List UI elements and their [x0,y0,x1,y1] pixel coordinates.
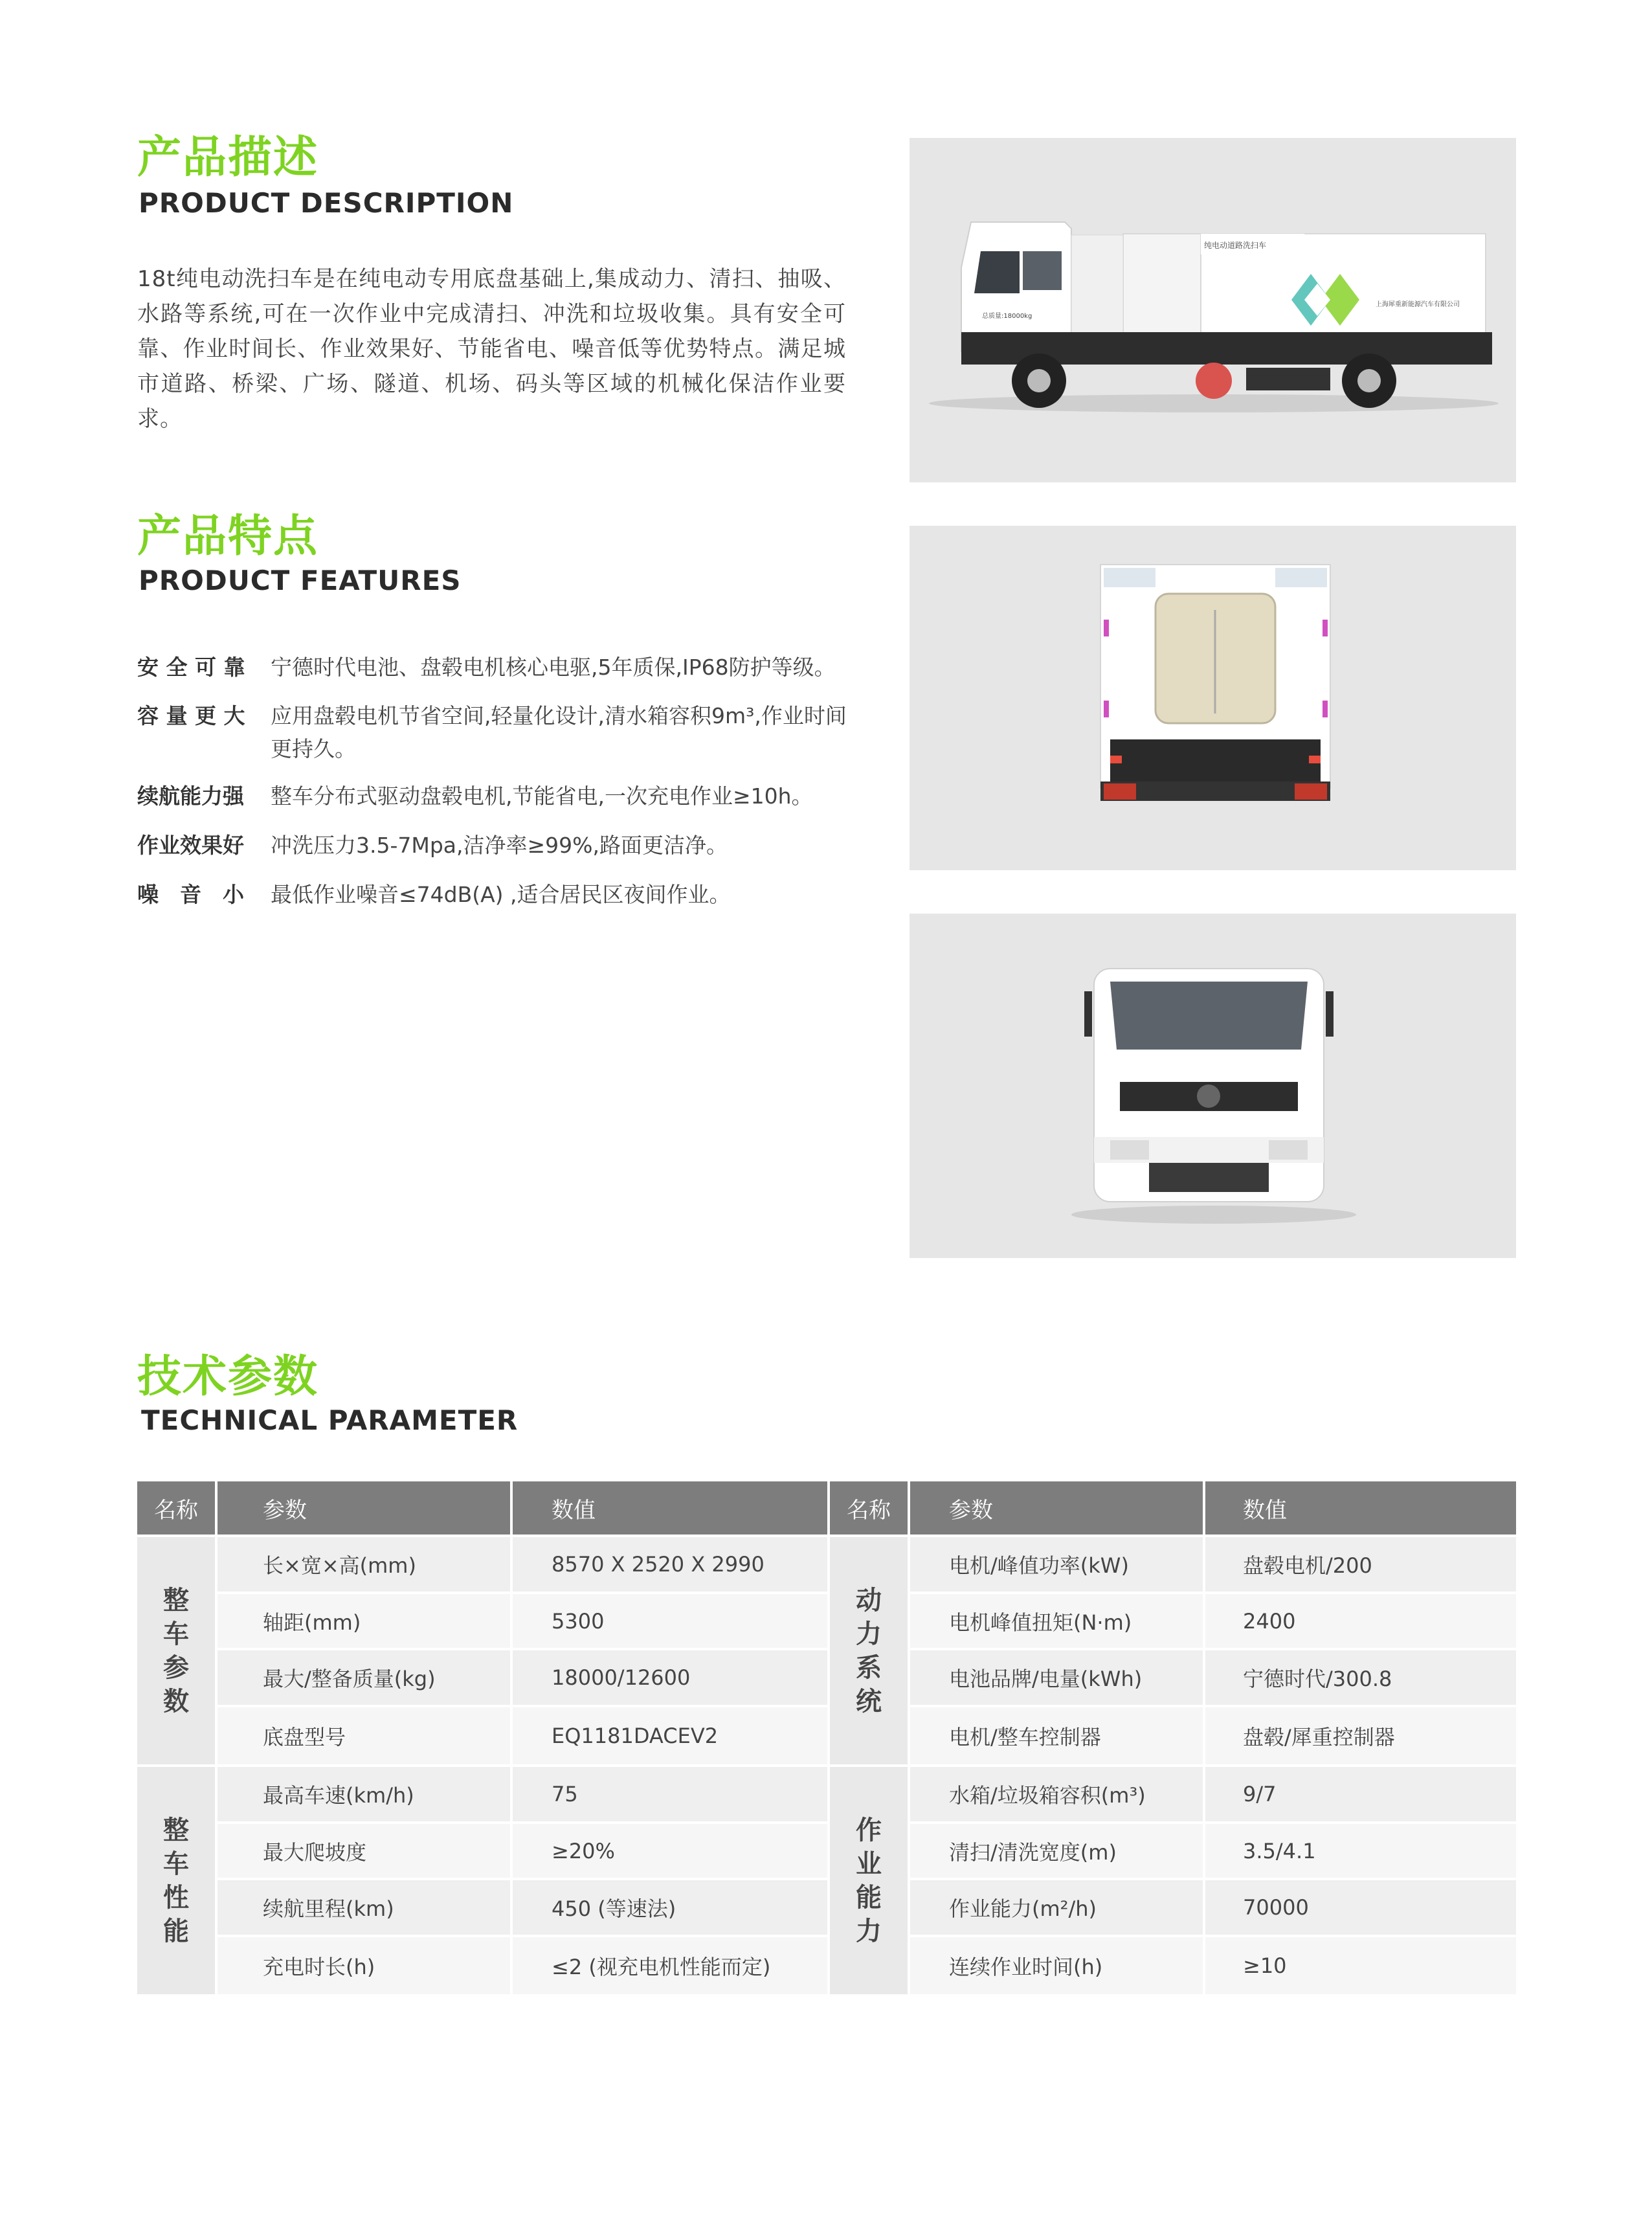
feature-text: 应用盘毂电机节省空间,轻量化设计,清水箱容积9m³,作业时间更持久。 [271,703,847,761]
feature-label: 安 全 可 靠 [137,655,245,680]
table-cell-param: 底盘型号 [218,1707,510,1764]
table-cell-param: 电机/整车控制器 [910,1707,1203,1764]
group-power-system: 动力系统 [830,1537,908,1764]
table-cell-value: ≤2 (视充电机性能而定) [513,1937,827,1994]
table-cell-value: 盘毂电机/200 [1205,1537,1516,1591]
table-cell-value: 75 [513,1767,827,1821]
table-cell-value: EQ1181DACEV2 [513,1707,827,1764]
technical-table [137,1481,1516,1994]
table-cell-param: 清扫/清洗宽度(m) [910,1824,1203,1878]
table-cell-param: 轴距(mm) [218,1594,510,1648]
table-cell-param: 电机峰值扭矩(N·m) [910,1594,1203,1648]
table-cell-param: 电池品牌/电量(kWh) [910,1650,1203,1705]
feature-label: 容 量 更 大 [137,703,245,728]
header-param: 参数 [910,1481,1203,1535]
group-vehicle-performance: 整车性能 [137,1767,215,1994]
feature-label: 噪 音 小 [137,882,244,907]
table-cell-value: 2400 [1205,1594,1516,1648]
table-cell-value: ≥20% [513,1824,827,1878]
truck-front-illustration [910,914,1516,1258]
feature-text: 冲洗压力3.5-7Mpa,洁净率≥99%,路面更洁净。 [271,833,728,858]
truck-side-company: 上海犀重新能源汽车有限公司 [1376,301,1460,308]
truck-rear-photo [910,526,1516,870]
table-cell-param: 最大爬坡度 [218,1824,510,1878]
table-cell-param: 充电时长(h) [218,1937,510,1994]
table-cell-param: 最大/整备质量(kg) [218,1650,510,1705]
header-param: 参数 [218,1481,510,1535]
table-cell-value: 5300 [513,1594,827,1648]
table-cell-value: 450 (等速法) [513,1880,827,1935]
table-cell-value: 18000/12600 [513,1650,827,1705]
table-cell-value: 宁德时代/300.8 [1205,1650,1516,1705]
header-name: 名称 [830,1481,908,1535]
technical-title-en: TECHNICAL PARAMETER [141,1404,519,1436]
truck-side-illustration [910,138,1516,482]
truck-side-weight: 总质量:18000kg [982,313,1032,320]
header-value: 数值 [1205,1481,1516,1535]
features-title-en: PRODUCT FEATURES [139,565,462,596]
truck-side-photo [910,138,1516,482]
group-work-capacity: 作业能力 [830,1767,908,1994]
table-cell-param: 续航里程(km) [218,1880,510,1935]
header-value: 数值 [513,1481,827,1535]
table-cell-param: 长×宽×高(mm) [218,1537,510,1591]
table-cell-param: 最高车速(km/h) [218,1767,510,1821]
feature-label: 作业效果好 [137,833,244,858]
table-cell-param: 作业能力(m²/h) [910,1880,1203,1935]
table-cell-value: 盘毂/犀重控制器 [1205,1707,1516,1764]
table-cell-value: 8570 X 2520 X 2990 [513,1537,827,1591]
table-cell-value: ≥10 [1205,1937,1516,1994]
description-title-en: PRODUCT DESCRIPTION [139,187,514,219]
technical-title-cn: 技术参数 [137,1351,319,1402]
description-title-cn: 产品描述 [137,132,319,183]
truck-front-photo [910,914,1516,1258]
truck-side-label: 纯电动道路洗扫车 [1204,241,1267,250]
table-cell-value: 9/7 [1205,1767,1516,1821]
table-cell-param: 连续作业时间(h) [910,1937,1203,1994]
table-cell-param: 水箱/垃圾箱容积(m³) [910,1767,1203,1821]
features-title-cn: 产品特点 [137,511,319,562]
feature-text: 宁德时代电池、盘毂电机核心电驱,5年质保,IP68防护等级。 [271,655,836,680]
feature-text: 最低作业噪音≤74dB(A) ,适合居民区夜间作业。 [271,882,731,907]
group-vehicle-params: 整车参数 [137,1537,215,1764]
feature-label: 续航能力强 [137,783,244,809]
truck-rear-illustration [910,526,1516,870]
header-name: 名称 [137,1481,215,1535]
table-cell-param: 电机/峰值功率(kW) [910,1537,1203,1591]
table-cell-value: 3.5/4.1 [1205,1824,1516,1878]
description-body: 18t纯电动洗扫车是在纯电动专用底盘基础上,集成动力、清扫、抽吸、水路等系统,可在一次作业中完成清扫、冲洗和垃圾收集。具有安全可靠、作业时间长、作业效果好、节能省电、噪音低等优势特点。满足城市道路、桥梁、广场、隧道、机场、码头等区域的机械化保洁作业要求。 [137,266,846,432]
feature-text: 整车分布式驱动盘毂电机,节能省电,一次充电作业≥10h。 [271,783,813,809]
table-cell-value: 70000 [1205,1880,1516,1935]
